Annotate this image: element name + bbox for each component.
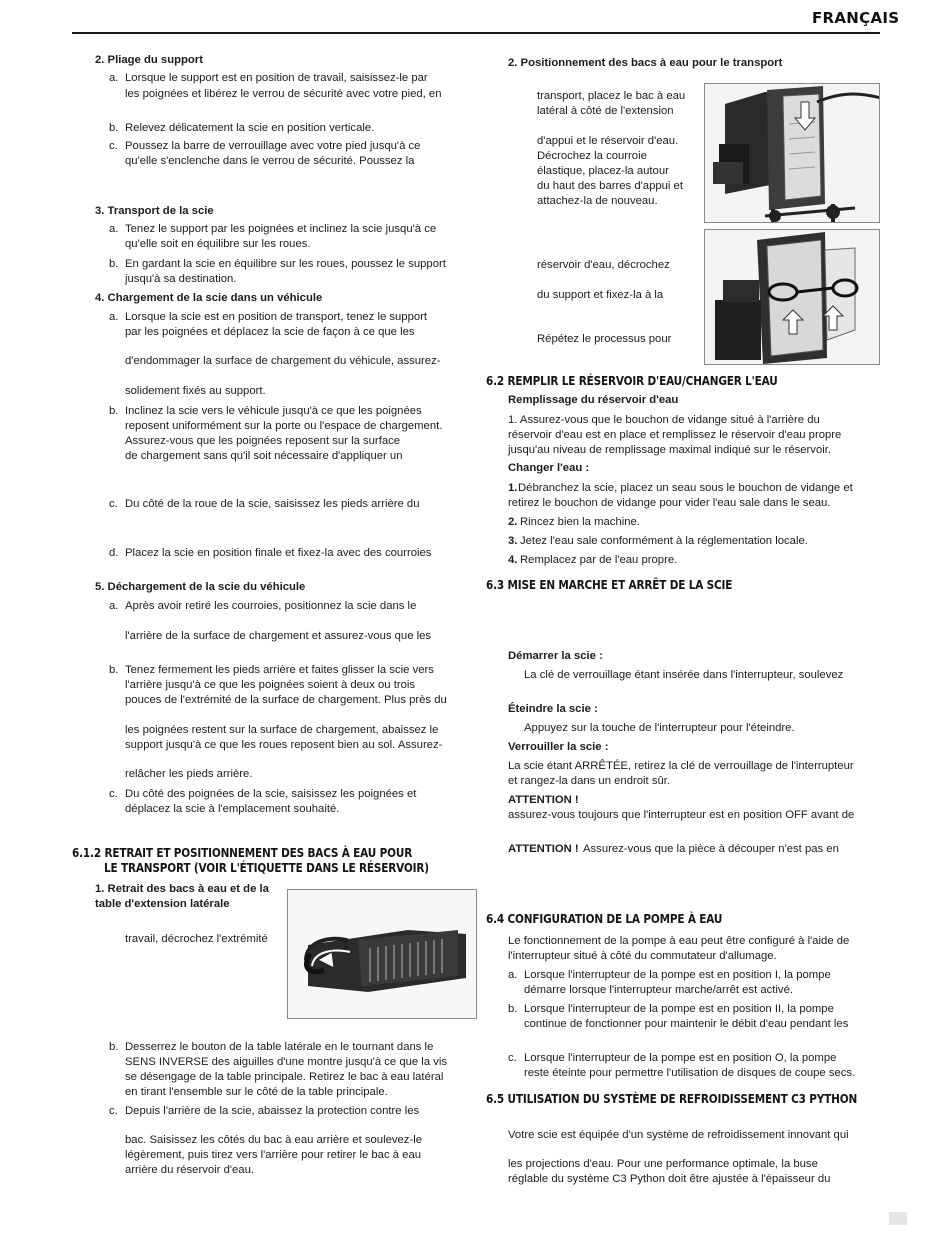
text-line: se désengage de la table principale. Retirez le bac à eau latéral	[125, 1071, 444, 1083]
section-heading: 6.2 REMPLIR LE RÉSERVOIR D'EAU/CHANGER L'EAU	[486, 374, 778, 388]
text-line: transport, placez le bac à eau	[537, 90, 686, 102]
text-line: Démarrer la scie :	[508, 650, 603, 662]
text-line: Remplissage du réservoir d'eau	[508, 394, 679, 406]
text-line: relâcher les pieds arrière.	[125, 768, 253, 780]
text-line: table d'extension latérale	[95, 898, 230, 910]
text-line: réservoir d'eau est en place et remplissez le réservoir d'eau propre	[508, 429, 842, 441]
text-line: en tirant l'ensemble sur le côté de la table principale.	[125, 1086, 388, 1098]
text-line: La clé de verrouillage étant insérée dans l'interrupteur, soulevez	[524, 669, 844, 681]
text-line: démarre lorsque l'interrupteur marche/arrêt est activé.	[524, 984, 794, 996]
text-line: par les poignées et déplacez la scie de façon à ce que les	[125, 326, 415, 338]
text-line: Éteindre la scie :	[508, 703, 598, 715]
text-line: Lorsque l'interrupteur de la pompe est en position II, la pompe	[524, 1003, 834, 1015]
text-line: 4. Chargement de la scie dans un véhicule	[95, 292, 323, 304]
section-heading: 6.4 CONFIGURATION DE LA POMPE À EAU	[486, 912, 723, 926]
text-line: Votre scie est équipée d'un système de refroidissement innovant qui	[508, 1129, 849, 1141]
text-line: Tenez fermement les pieds arrière et faites glisser la scie vers	[125, 664, 434, 676]
text-line: Placez la scie en position finale et fixez-la avec des courroies	[125, 547, 432, 559]
text-line: a.	[109, 72, 119, 84]
text-line: Décrochez la courroie	[537, 150, 647, 162]
text-line: 2.	[508, 516, 518, 528]
text-line: d'endommager la surface de chargement du véhicule, assurez-	[125, 355, 441, 367]
water-tray-removal-icon	[288, 890, 477, 1019]
text-line: b.	[109, 258, 119, 270]
text-line: En gardant la scie en équilibre sur les roues, poussez le support	[125, 258, 446, 270]
text-line: d.	[109, 547, 119, 559]
text-line: attachez-la de nouveau.	[537, 195, 658, 207]
text-line: a.	[109, 311, 119, 323]
text-line: Lorsque la scie est en position de transport, tenez le support	[125, 311, 428, 323]
text-line: travail, décrochez l'extrémité	[125, 933, 268, 945]
text-line: c.	[508, 1052, 517, 1064]
text-line: c.	[109, 498, 118, 510]
text-line: 4.	[508, 554, 518, 566]
text-line: Lorsque le support est en position de travail, saisissez-le par	[125, 72, 428, 84]
text-line: jusqu'à sa destination.	[125, 273, 237, 285]
text-line: Appuyez sur la touche de l'interrupteur pour l'éteindre.	[524, 722, 795, 734]
text-line: Changer l'eau :	[508, 462, 590, 474]
text-line: qu'elle s'enclenche dans le verrou de sécurité. Poussez la	[125, 155, 415, 167]
text-line: latéral à côté de l'extension	[537, 105, 674, 117]
text-line: assurez-vous toujours que l'interrupteur est en position OFF avant de	[508, 809, 855, 821]
text-line: déplacez la scie à l'emplacement souhaité.	[125, 803, 340, 815]
text-line: pouces de l'extrémité de la surface de chargement. Plus près du	[125, 694, 447, 706]
text-line: réglable du système C3 Python doit être ajustée à l'épaisseur du	[508, 1173, 831, 1185]
text-line: a.	[109, 223, 119, 235]
text-line: reste éteinte pour permettre l'utilisation de disques de coupe secs.	[524, 1067, 856, 1079]
text-line: b.	[508, 1003, 518, 1015]
language-label: FRANÇAIS	[812, 9, 900, 27]
text-line: l'arrière jusqu'à ce que les poignées soient à deux ou trois	[125, 679, 416, 691]
tray-mounting-illustration	[704, 229, 880, 365]
text-line: b.	[109, 405, 119, 417]
text-line: a.	[109, 600, 119, 612]
text-line: d'appui et le réservoir d'eau.	[537, 135, 679, 147]
text-line: Débranchez la scie, placez un seau sous le bouchon de vidange et	[518, 482, 853, 494]
text-line: 2. Pliage du support	[95, 54, 203, 66]
tray-strap-icon	[705, 84, 880, 223]
water-tray-removal-illustration	[287, 889, 477, 1019]
text-line: jusqu'au niveau de remplissage maximal indiqué sur le réservoir.	[508, 444, 832, 456]
text-line: Verrouiller la scie :	[508, 741, 609, 753]
text-line: Lorsque l'interrupteur de la pompe est en position O, la pompe	[524, 1052, 837, 1064]
text-line: élastique, placez-la autour	[537, 165, 669, 177]
text-line: 5. Déchargement de la scie du véhicule	[95, 581, 306, 593]
text-line: SENS INVERSE des aiguilles d'une montre jusqu'à ce que la vis	[125, 1056, 448, 1068]
text-line: Après avoir retiré les courroies, positionnez la scie dans le	[125, 600, 417, 612]
page-corner-marker	[889, 1212, 907, 1225]
text-line: continue de fonctionner pour maintenir le débit d'eau pendant les	[524, 1018, 849, 1030]
header-rule	[72, 32, 880, 34]
section-heading: 6.1.2 RETRAIT ET POSITIONNEMENT DES BACS À EAU POUR	[72, 846, 413, 860]
text-line: Assurez-vous que la pièce à découper n'est pas en	[583, 843, 839, 855]
text-line: 1.	[508, 482, 518, 494]
text-line: solidement fixés au support.	[125, 385, 266, 397]
text-line: Rincez bien la machine.	[520, 516, 640, 528]
text-line: 3. Transport de la scie	[95, 205, 214, 217]
text-line: Inclinez la scie vers le véhicule jusqu'à ce que les poignées	[125, 405, 422, 417]
text-line: les projections d'eau. Pour une performance optimale, la buse	[508, 1158, 818, 1170]
text-line: Desserrez le bouton de la table latérale en le tournant dans le	[125, 1041, 434, 1053]
text-line: c.	[109, 1105, 118, 1117]
text-line: Tenez le support par les poignées et inclinez la scie jusqu'à ce	[125, 223, 437, 235]
text-line: Assurez-vous que les poignées reposent sur la surface	[125, 435, 401, 447]
text-line: les poignées et libérez le verrou de sécurité avec votre pied, en	[125, 88, 442, 100]
text-line: c.	[109, 788, 118, 800]
text-line: ATTENTION !	[508, 843, 579, 855]
text-line: b.	[109, 1041, 119, 1053]
text-line: qu'elle soit en équilibre sur les roues.	[125, 238, 311, 250]
text-line: l'arrière de la surface de chargement et assurez-vous que les	[125, 630, 432, 642]
text-line: 1. Assurez-vous que le bouchon de vidange situé à l'arrière du	[508, 414, 820, 426]
text-line: arrière du réservoir d'eau.	[125, 1164, 254, 1176]
text-line: Poussez la barre de verrouillage avec votre pied jusqu'à ce	[125, 140, 421, 152]
text-line: Relevez délicatement la scie en position verticale.	[125, 122, 375, 134]
text-line: Jetez l'eau sale conformément à la réglementation locale.	[520, 535, 808, 547]
text-line: retirez le bouchon de vidange pour vider l'eau sale dans le seau.	[508, 497, 831, 509]
text-line: reposent uniformément sur la porte ou l'espace de chargement.	[125, 420, 443, 432]
text-line: 2. Positionnement des bacs à eau pour le transport	[508, 57, 783, 69]
section-heading: 6.3 MISE EN MARCHE ET ARRÊT DE LA SCIE	[486, 578, 733, 592]
text-line: et rangez-la dans un endroit sûr.	[508, 775, 671, 787]
text-line: Remplacez par de l'eau propre.	[520, 554, 678, 566]
text-line: Du côté de la roue de la scie, saisissez les pieds arrière du	[125, 498, 420, 510]
text-line: Le fonctionnement de la pompe à eau peut être configuré à l'aide de	[508, 935, 850, 947]
text-line: l'interrupteur situé à côté du commutateur d'allumage.	[508, 950, 777, 962]
section-heading: 6.5 UTILISATION DU SYSTÈME DE REFROIDISSEMENT C3 PYTHON	[486, 1092, 858, 1106]
text-line: réservoir d'eau, décrochez	[537, 259, 670, 271]
text-line: les poignées restent sur la surface de chargement, abaissez le	[125, 724, 439, 736]
text-line: Lorsque l'interrupteur de la pompe est en position I, la pompe	[524, 969, 831, 981]
text-line: de chargement sans qu'il soit nécessaire d'appliquer un	[125, 450, 403, 462]
text-line: du support et fixez-la à la	[537, 289, 664, 301]
text-line: c.	[109, 140, 118, 152]
text-line: La scie étant ARRÊTÉE, retirez la clé de verrouillage de l'interrupteur	[508, 760, 854, 772]
text-line: b.	[109, 664, 119, 676]
text-line: 3.	[508, 535, 518, 547]
text-line: Depuis l'arrière de la scie, abaissez la protection contre les	[125, 1105, 420, 1117]
section-heading: LE TRANSPORT (VOIR L'ÉTIQUETTE DANS LE RÉSERVOIR)	[104, 861, 429, 875]
text-line: support jusqu'à ce que les roues reposent bien au sol. Assurez-	[125, 739, 443, 751]
text-line: 1. Retrait des bacs à eau et de la	[95, 883, 269, 895]
text-line: a.	[508, 969, 518, 981]
text-line: Répétez le processus pour	[537, 333, 672, 345]
text-line: bac. Saisissez les côtés du bac à eau arrière et soulevez-le	[125, 1134, 423, 1146]
tray-strap-illustration	[704, 83, 880, 223]
text-line: Du côté des poignées de la scie, saisissez les poignées et	[125, 788, 417, 800]
text-line: ATTENTION !	[508, 794, 579, 806]
text-line: légèrement, puis tirez vers l'arrière pour retirer le bac à eau	[125, 1149, 422, 1161]
text-line: du haut des barres d'appui et	[537, 180, 683, 192]
text-line: b.	[109, 122, 119, 134]
tray-mounting-icon	[705, 230, 880, 365]
